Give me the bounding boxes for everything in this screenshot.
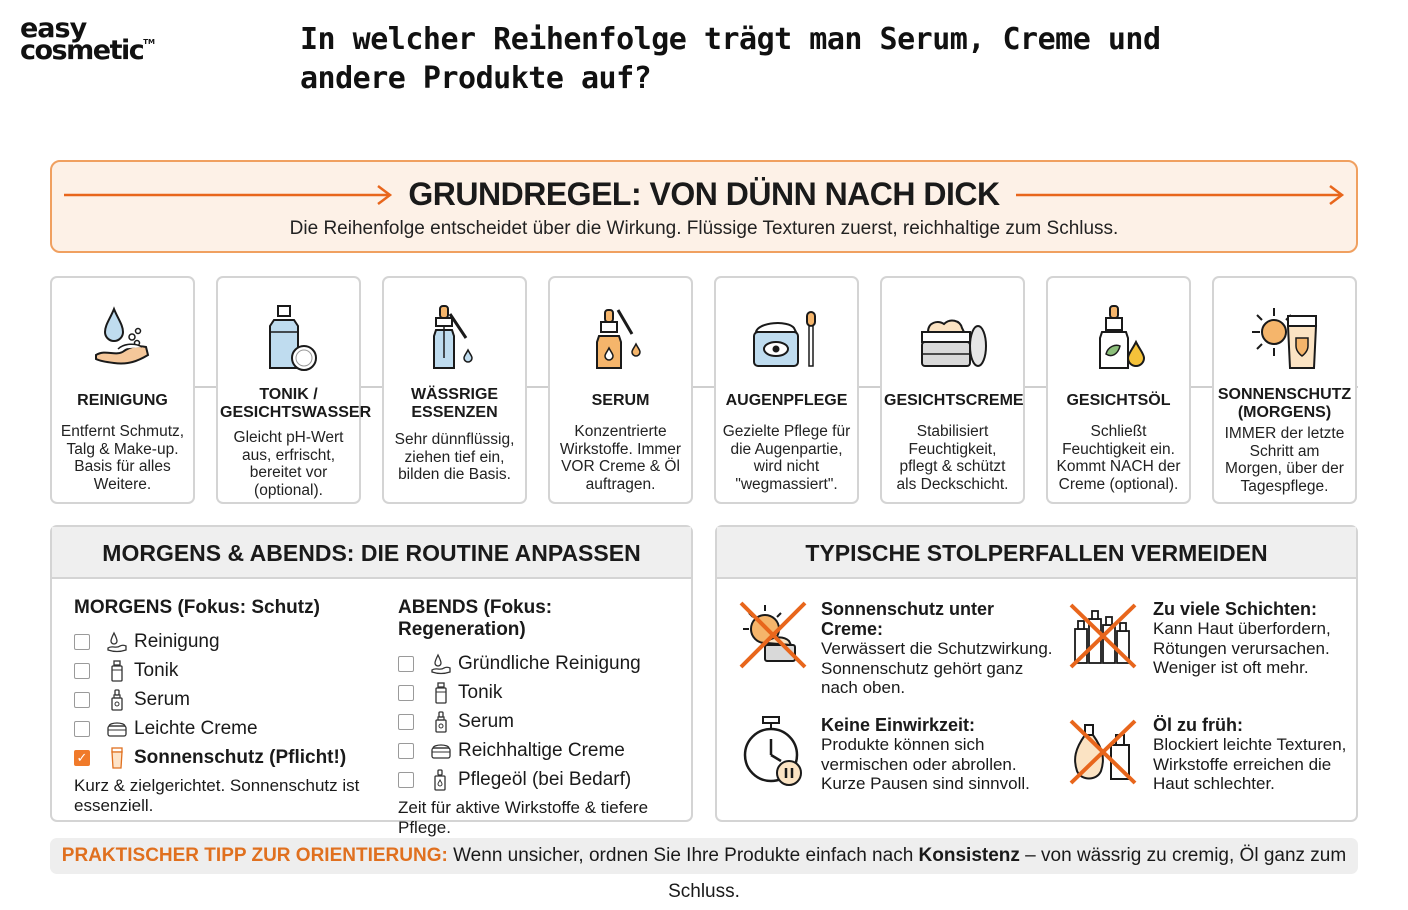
checkbox[interactable] (74, 721, 90, 737)
cleansing-hand-icon (106, 630, 128, 654)
pitfall-title: Zu viele Schichten: (1153, 599, 1318, 619)
routine-panel-title: MORGENS & ABENDS: DIE ROUTINE ANPASSEN (52, 527, 691, 579)
routine-item-label: Tonik (458, 681, 503, 703)
step-card (714, 276, 859, 504)
face-cream-jar-icon (882, 300, 1023, 376)
serum-bottle-icon (106, 688, 128, 712)
brand-logo-line1: easy (20, 13, 87, 44)
step-card (548, 276, 693, 504)
pitfall-title: Sonnenschutz unter Creme: (821, 599, 995, 639)
step-description: Stabilisiert Feuchtigkeit, pflegt & schützt als Deckschicht. (896, 423, 1009, 493)
morning-routine-title: MORGENS (Fokus: Schutz) (74, 597, 320, 618)
checkbox[interactable] (74, 634, 90, 650)
step-description: Gleicht pH-Wert aus, erfrischt, bereitet vor (optional). (233, 429, 344, 499)
pitfall-description: Blockiert leichte Texturen, Wirkstoffe erreichen die Haut schlechter. (1153, 735, 1347, 793)
toner-bottle-icon (218, 300, 359, 376)
pitfall-item (1067, 599, 1357, 689)
routine-item[interactable] (398, 736, 678, 765)
pitfall-description: Produkte können sich vermischen oder abrollen. Kurze Pausen sind sinnvoll. (821, 735, 1030, 793)
evening-routine-note: Zeit für aktive Wirkstoffe & tiefere Pflege. (398, 798, 649, 837)
step-title: AUGENPFLEGE (725, 392, 848, 409)
toner-bottle-icon (430, 681, 452, 705)
oil-bottle-icon (430, 768, 452, 792)
step-description: Entfernt Schmutz, Talg & Make-up. Basis für alles Weitere. (60, 423, 185, 493)
sunscreen-icon (1214, 300, 1355, 376)
routine-item-label: Tonik (134, 659, 179, 681)
step-card (50, 276, 195, 504)
stopwatch-icon (737, 715, 809, 787)
routine-item[interactable] (74, 743, 374, 772)
routine-item-label: Pflegeöl (bei Bedarf) (458, 768, 632, 790)
brand-logo-line2: cosmetic (20, 35, 144, 67)
step-description: Sehr dünnflüssig, ziehen tief ein, bilden die Basis. (394, 431, 515, 483)
routine-item-label: Serum (458, 710, 514, 732)
tip-text-start: Wenn unsicher, ordnen Sie Ihre Produkte einfach nach (447, 845, 919, 866)
toner-bottle-icon (106, 659, 128, 683)
rule-subtitle: Die Reihenfolge entscheidet über die Wirkung. Flüssige Texturen zuerst, reichhaltige zum Schluss. (289, 218, 1119, 239)
tip-keyword: Konsistenz (918, 845, 1020, 866)
step-description: Konzentrierte Wirkstoffe. Immer VOR Creme & Öl auftragen. (559, 423, 682, 493)
crossed-many-bottles-icon (1067, 599, 1139, 671)
checkbox[interactable] (398, 656, 414, 672)
cleansing-hand-icon (430, 652, 452, 676)
checkbox[interactable] (74, 663, 90, 679)
morning-routine (74, 597, 374, 815)
routine-item-label: Serum (134, 688, 190, 710)
step-card (1212, 276, 1357, 504)
pitfalls-panel (715, 525, 1358, 822)
pitfall-title: Öl zu früh: (1153, 715, 1243, 735)
rule-title: GRUNDREGEL: VON DÜNN NACH DICK (408, 176, 1000, 212)
water-drop-hand-icon (52, 300, 193, 376)
tip-bar (50, 838, 1358, 902)
routine-item[interactable] (74, 656, 374, 685)
pitfall-item (737, 599, 1053, 697)
routine-item[interactable] (398, 765, 678, 794)
morning-routine-note: Kurz & zielgerichtet. Sonnenschutz ist essenziell. (74, 776, 360, 815)
serum-bottle-icon (550, 300, 691, 376)
arrow-right-icon (64, 185, 394, 205)
pitfall-description: Verwässert die Schutzwirkung. Sonnenschutz gehört ganz nach oben. (821, 639, 1053, 697)
routine-item[interactable] (398, 678, 678, 707)
checkbox[interactable] (398, 714, 414, 730)
evening-routine-title: ABENDS (Fokus: Regeneration) (398, 597, 553, 640)
pitfall-description: Kann Haut überfordern, Rötungen verursachen. Weniger ist oft mehr. (1153, 619, 1331, 677)
face-oil-bottle-icon (1048, 300, 1189, 376)
evening-routine (398, 597, 678, 837)
cream-jar-icon (106, 717, 128, 741)
step-title: TONIK / GESICHTSWASSER (220, 386, 372, 421)
crossed-oil-bottle-icon (1067, 715, 1139, 787)
routine-item-label: Sonnenschutz (Pflicht!) (134, 746, 347, 768)
step-description: IMMER der letzte Schritt am Morgen, über der Tagespflege. (1224, 425, 1345, 495)
routine-item-label: Reinigung (134, 630, 220, 652)
arrow-right-icon (1014, 185, 1344, 205)
step-title: SERUM (591, 392, 650, 409)
routine-item-label: Reichhaltige Creme (458, 739, 625, 761)
serum-bottle-icon (430, 710, 452, 734)
step-title: REINIGUNG (77, 392, 168, 409)
tip-text-end: – von wässrig zu cremig, Öl ganz zum Schluss. (668, 845, 1347, 902)
brand-trademark: TM (143, 38, 155, 47)
steps-row (50, 276, 1358, 504)
tip-label: PRAKTISCHER TIPP ZUR ORIENTIERUNG: (61, 845, 448, 866)
routine-item-label: Gründliche Reinigung (458, 652, 641, 674)
crossed-sun-cream-icon (737, 599, 809, 671)
brand-logo (20, 13, 155, 67)
step-title: WÄSSRIGE ESSENZEN (410, 386, 499, 421)
checkbox[interactable] (74, 692, 90, 708)
eye-cream-icon (716, 300, 857, 376)
checkbox[interactable] (398, 743, 414, 759)
checkbox[interactable] (398, 772, 414, 788)
step-card (880, 276, 1025, 504)
step-card (216, 276, 372, 504)
rule-banner (50, 160, 1358, 253)
routine-panel (50, 525, 693, 837)
pitfall-item (737, 715, 1047, 805)
page-title: In welcher Reihenfolge trägt man Serum, Creme und andere Produkte auf? (300, 22, 1161, 96)
step-card (382, 276, 527, 504)
step-title: SONNENSCHUTZ (MORGENS) (1217, 386, 1352, 421)
routine-item[interactable] (74, 627, 374, 656)
step-card (1046, 276, 1191, 504)
cream-jar-icon (430, 739, 452, 763)
pitfall-title: Keine Einwirkzeit: (821, 715, 976, 735)
step-title: GESICHTSCREME (884, 392, 1024, 409)
routine-item[interactable] (74, 714, 374, 743)
checkbox[interactable] (398, 685, 414, 701)
routine-item[interactable] (398, 707, 678, 736)
sunscreen-tube-icon (106, 746, 128, 770)
routine-item[interactable] (74, 685, 374, 714)
essence-dropper-icon (384, 300, 525, 376)
pitfalls-panel-title: TYPISCHE STOLPERFALLEN VERMEIDEN (717, 527, 1356, 579)
step-description: Schließt Feuchtigkeit ein. Kommt NACH der Creme (optional). (1056, 423, 1181, 493)
checkbox-checked[interactable]: ✓ (74, 750, 90, 766)
step-title: GESICHTSÖL (1066, 392, 1171, 409)
routine-item[interactable] (398, 649, 678, 678)
routine-item-label: Leichte Creme (134, 717, 258, 739)
pitfall-item (1067, 715, 1357, 805)
step-description: Gezielte Pflege für die Augenpartie, wird nicht "wegmassiert". (722, 423, 851, 493)
